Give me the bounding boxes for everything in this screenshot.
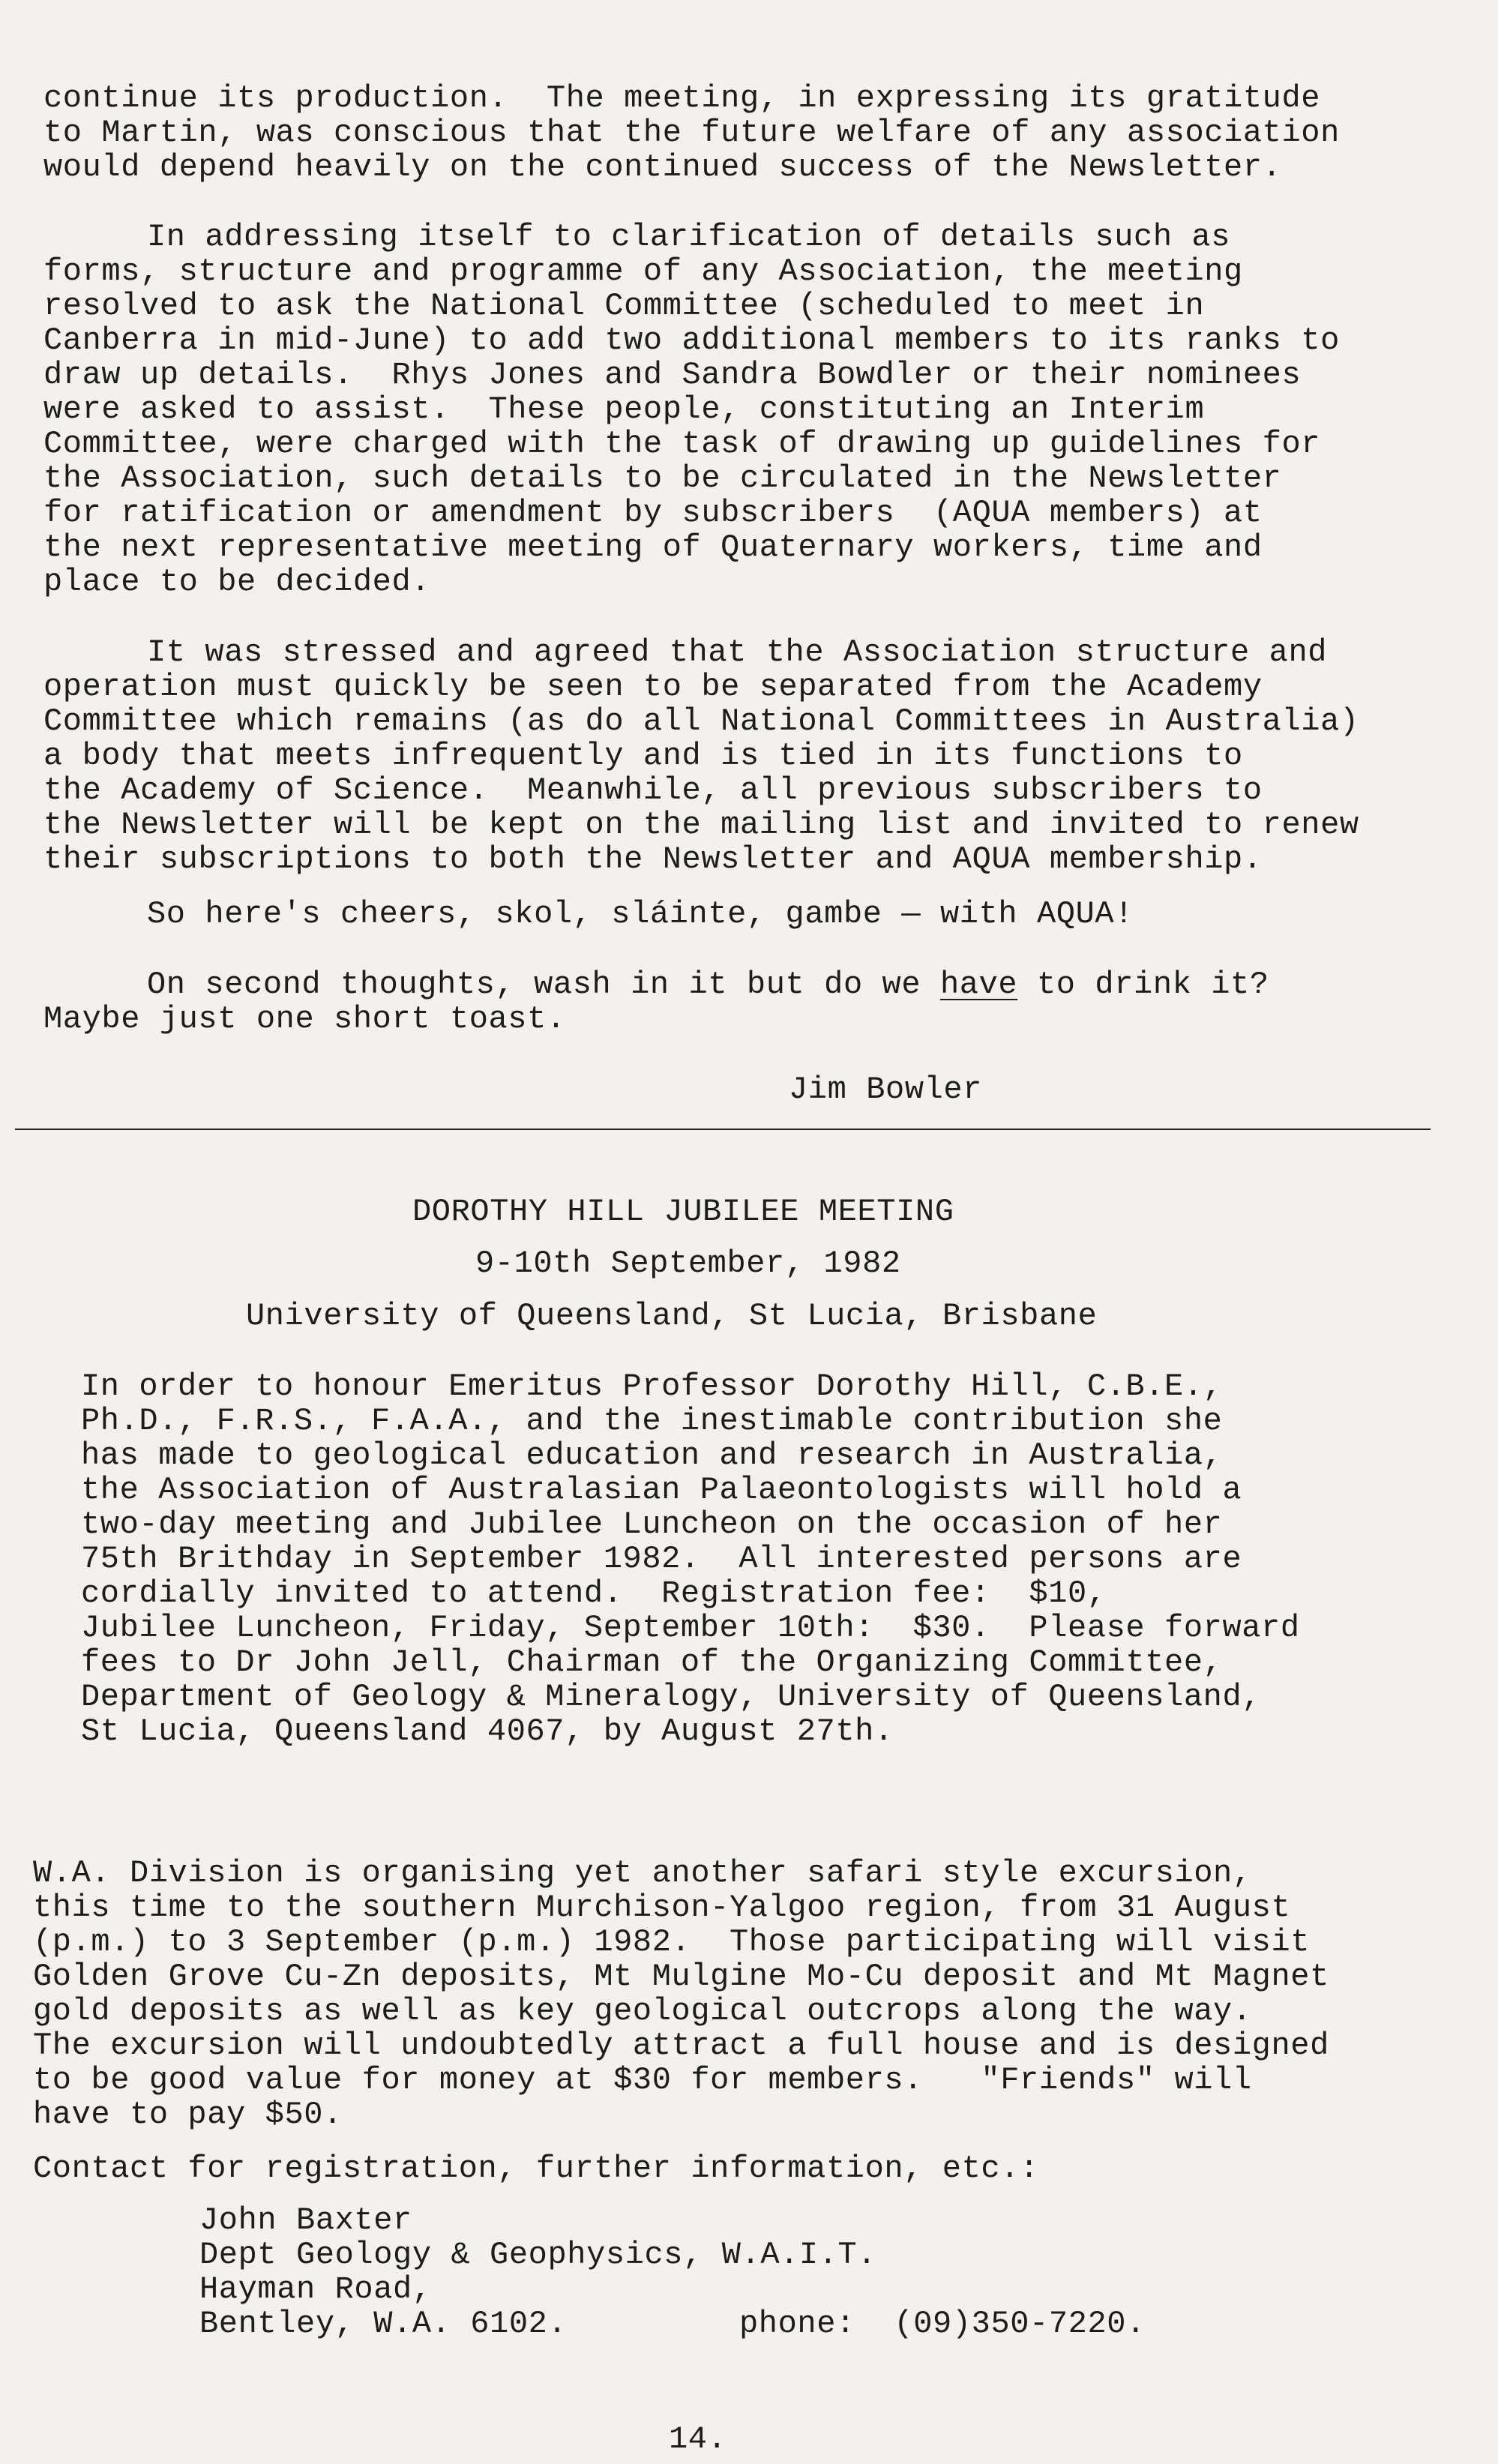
text-line: a body that meets infrequently and is tied in its functions to: [43, 738, 1243, 774]
second-thoughts-line: [147, 967, 1269, 1002]
text-line: place to be decided.: [43, 564, 431, 600]
contact-intro: Contact for registration, further information, etc.:: [33, 2151, 1039, 2187]
text-line: the Association of Australasian Palaeontologists will hold a: [81, 1472, 1242, 1508]
text-line: Jubilee Luncheon, Friday, September 10th: $30. Please forward: [81, 1610, 1300, 1646]
text-line: St Lucia, Queensland 4067, by August 27th.: [81, 1713, 894, 1749]
text-line: two-day meeting and Jubilee Luncheon on the occasion of her: [81, 1506, 1223, 1542]
cheers-line: So here's cheers, skol, sláinte, gambe — with AQUA!: [147, 896, 1134, 932]
text-line: Canberra in mid-June) to add two additional members to its ranks to: [43, 322, 1340, 358]
text-line: the Academy of Science. Meanwhile, all previous subscribers to: [43, 772, 1263, 808]
text-line: the Newsletter will be kept on the mailing list and invited to renew: [43, 807, 1359, 843]
text-line: continue its production. The meeting, in expressing its gratitude: [43, 80, 1321, 116]
address-line: Hayman Road,: [199, 2271, 432, 2307]
text-line: this time to the southern Murchison-Yalgoo region, from 31 August: [33, 1890, 1291, 1926]
text-line: fees to Dr John Jell, Chairman of the Organizing Committee,: [81, 1644, 1223, 1680]
text-line: cordially invited to attend. Registration fee: $10,: [81, 1575, 1107, 1611]
signature: Jim Bowler: [789, 1072, 983, 1108]
second-thoughts-text: On second thoughts, wash in it but do we: [147, 967, 940, 1003]
text-line: forms, structure and programme of any Association, the meeting: [43, 253, 1243, 289]
address-line: John Baxter: [199, 2202, 412, 2238]
text-line: to be good value for money at $30 for members. "Friends" will: [33, 2062, 1252, 2098]
text-line: has made to geological education and research in Australia,: [81, 1437, 1223, 1473]
text-line: W.A. Division is organising yet another safari style excursion,: [33, 1855, 1252, 1891]
text-line: resolved to ask the National Committee (scheduled to meet in: [43, 288, 1205, 324]
text-line: Committee which remains (as do all National Committees in Australia): [43, 703, 1359, 739]
phone-number: phone: (09)350-7220.: [739, 2306, 1146, 2342]
second-thoughts-end: to drink it?: [1017, 967, 1269, 1003]
text-line: have to pay $50.: [33, 2097, 343, 2133]
text-line: In order to honour Emeritus Professor Dorothy Hill, C.B.E.,: [81, 1368, 1223, 1404]
text-line: gold deposits as well as key geological outcrops along the way.: [33, 1993, 1252, 2029]
text-line: Department of Geology & Mineralogy, University of Queensland,: [81, 1679, 1262, 1715]
text-line: The excursion will undoubtedly attract a full house and is designed: [33, 2028, 1329, 2064]
text-line: the next representative meeting of Quaternary workers, time and: [43, 529, 1263, 565]
text-line: Maybe just one short toast.: [43, 1001, 566, 1037]
text-line: 75th Brithday in September 1982. All interested persons are: [81, 1541, 1242, 1577]
text-line: to Martin, was conscious that the future welfare of any association: [43, 115, 1340, 151]
page-number: 14.: [669, 2421, 727, 2457]
text-line: Committee, were charged with the task of drawing up guidelines for: [43, 426, 1321, 462]
text-line: Golden Grove Cu-Zn deposits, Mt Mulgine Mo-Cu deposit and Mt Magnet: [33, 1959, 1329, 1995]
underlined-have: have: [939, 967, 1018, 1003]
section-divider: [15, 1129, 1431, 1130]
text-line: Ph.D., F.R.S., F.A.A., and the inestimable contribution she: [81, 1403, 1223, 1439]
address-line: Dept Geology & Geophysics, W.A.I.T.: [199, 2237, 877, 2273]
text-line: would depend heavily on the continued success of the Newsletter.: [43, 149, 1282, 185]
jubilee-venue: University of Queensland, St Lucia, Brisbane: [246, 1298, 1098, 1334]
jubilee-dates: 9-10th September, 1982: [475, 1245, 901, 1281]
text-line: operation must quickly be seen to be separated from the Academy: [43, 669, 1263, 705]
text-line: were asked to assist. These people, constituting an Interim: [43, 391, 1205, 427]
jubilee-title: DOROTHY HILL JUBILEE MEETING: [412, 1194, 954, 1230]
text-line: their subscriptions to both the Newsletter and AQUA membership.: [43, 841, 1263, 877]
text-line: It was stressed and agreed that the Association structure and: [147, 634, 1328, 670]
text-line: (p.m.) to 3 September (p.m.) 1982. Those participating will visit: [33, 1924, 1311, 1960]
text-line: for ratification or amendment by subscribers (AQUA members) at: [43, 495, 1263, 531]
address-line: Bentley, W.A. 6102.: [199, 2306, 568, 2342]
text-line: the Association, such details to be circulated in the Newsletter: [43, 460, 1282, 496]
text-line: In addressing itself to clarification of details such as: [147, 219, 1231, 255]
text-line: draw up details. Rhys Jones and Sandra Bowdler or their nominees: [43, 357, 1302, 393]
